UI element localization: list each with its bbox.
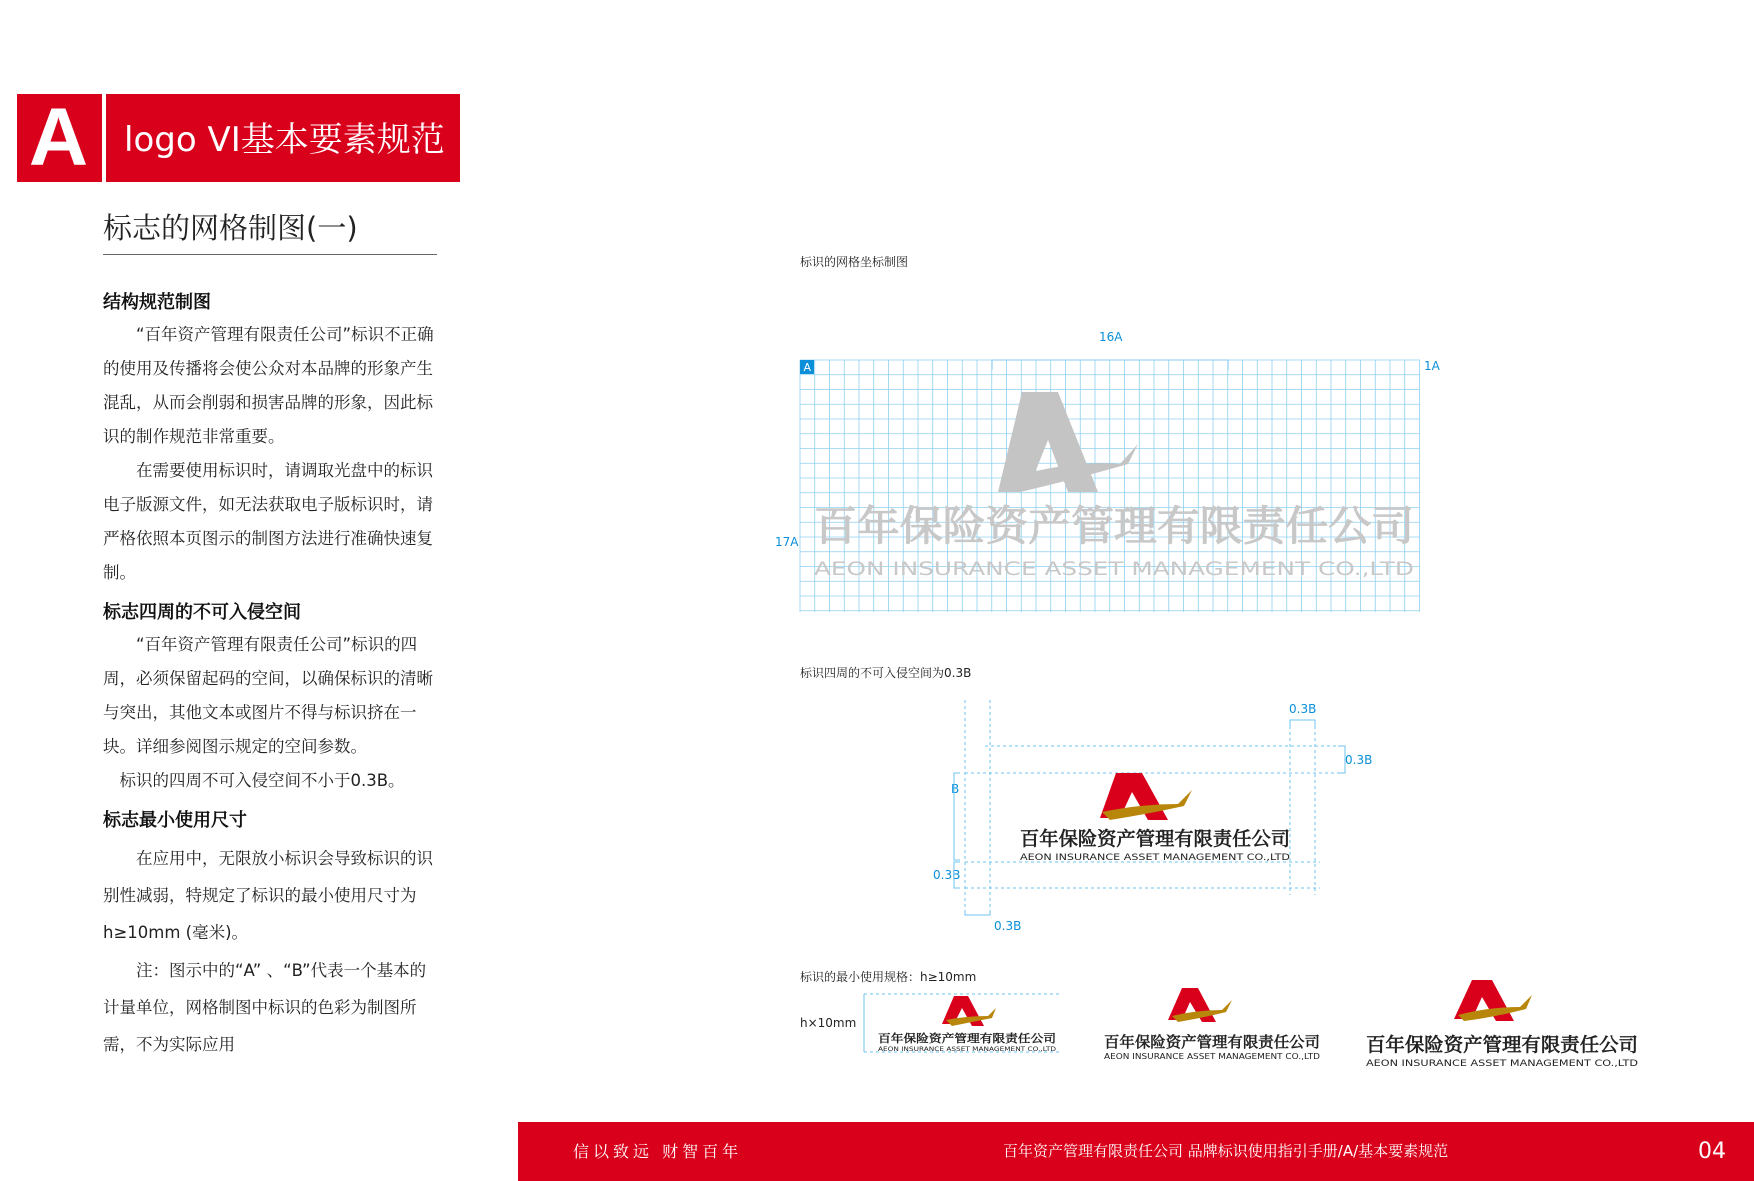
clearspace-bottom-label: 0.3B bbox=[994, 919, 1022, 933]
red-logo-mark bbox=[1100, 773, 1192, 820]
logo-medium-cn: 百年保险资产管理有限责任公司 bbox=[1104, 1033, 1320, 1051]
title-divider bbox=[103, 254, 437, 255]
footer-slogan: 信以致远 财智百年 bbox=[573, 1142, 743, 1161]
logo-cn: 百年保险资产管理有限责任公司 bbox=[1020, 828, 1287, 850]
minsize-h-label: h×10mm bbox=[800, 1016, 857, 1030]
logo-en: AEON INSURANCE ASSET MANAGEMENT CO.,LTD bbox=[1020, 853, 1291, 863]
clearspace-b-label: B bbox=[951, 782, 960, 796]
gray-logo-mark bbox=[998, 392, 1138, 492]
section-heading-structure: 结构规范制图 bbox=[103, 292, 211, 313]
page-number: 04 bbox=[1698, 1139, 1726, 1164]
logo-small-en: AEON INSURANCE ASSET MANAGEMENT CO.,LTD bbox=[878, 1046, 1057, 1053]
footer-meta: 百年资产管理有限责任公司 品牌标识使用指引手册/A/基本要素规范 bbox=[1003, 1142, 1449, 1160]
paragraph: “百年资产管理有限责任公司”标识不正确的使用及传播将会使公众对本品牌的形象产生混乱，从而会削弱和损害品牌的形象，因此标识的制作规范非常重要。 bbox=[103, 325, 434, 446]
gray-logo-cn: 百年保险资产管理有限责任公司 bbox=[814, 502, 1414, 550]
minsize-caption: 标识的最小使用规格：h≥10mm bbox=[800, 970, 977, 984]
logo-large bbox=[1360, 975, 1650, 1075]
clearspace-caption: 标识四周的不可入侵空间为0.3B bbox=[800, 666, 972, 680]
unit-cell-label: A bbox=[803, 361, 812, 374]
grid-caption: 标识的网格坐标制图 bbox=[800, 255, 909, 269]
logo-small-cn: 百年保险资产管理有限责任公司 bbox=[878, 1032, 1032, 1045]
section-heading-clearspace: 标志四周的不可入侵空间 bbox=[103, 602, 301, 623]
page-title: 标志的网格制图(一) bbox=[103, 211, 358, 245]
logo-small-mark bbox=[942, 996, 996, 1026]
logo-large-en: AEON INSURANCE ASSET MANAGEMENT CO.,LTD bbox=[1366, 1059, 1639, 1069]
logo-medium-en: AEON INSURANCE ASSET MANAGEMENT CO.,LTD bbox=[1104, 1052, 1321, 1061]
logo-large-mark bbox=[1454, 980, 1532, 1021]
gray-logo-en: AEON INSURANCE ASSET MANAGEMENT CO.,LTD bbox=[814, 558, 1414, 580]
paragraph: 在需要使用标识时，请调取光盘中的标识电子版源文件，如无法获取电子版标识时，请严格依照本页图示的制图方法进行准确快速复制。 bbox=[103, 461, 433, 582]
logo-large-cn: 百年保险资产管理有限责任公司 bbox=[1366, 1034, 1633, 1056]
width-label: 16A bbox=[1099, 330, 1123, 344]
section-header bbox=[17, 94, 460, 182]
clearspace-top-label: 0.3B bbox=[1289, 702, 1317, 716]
clearspace-diagram bbox=[920, 700, 1350, 930]
header-divider bbox=[102, 94, 106, 182]
section-heading-minsize: 标志最小使用尺寸 bbox=[103, 810, 247, 831]
section-letter: A bbox=[28, 92, 89, 183]
logo-medium-mark bbox=[1168, 988, 1232, 1022]
grid-diagram bbox=[780, 340, 1460, 630]
paragraph: 在应用中，无限放小标识会导致标识的识别性减弱，特规定了标识的最小使用尺寸为h≥10mm (毫米)。 bbox=[103, 849, 433, 942]
footer-bar bbox=[518, 1122, 1754, 1181]
paragraph: 注：图示中的“A” 、“B”代表一个基本的计量单位，网格制图中标识的色彩为制图所需，不为实际应用 bbox=[103, 961, 427, 1054]
height-label: 17A bbox=[775, 535, 799, 549]
paragraph: 标识的四周不可入侵空间不小于0.3B。 bbox=[119, 771, 405, 790]
section-title: logo VI基本要素规范 bbox=[124, 120, 445, 160]
clearspace-left-label: 0.3B bbox=[933, 868, 961, 882]
paragraph: “百年资产管理有限责任公司”标识的四周，必须保留起码的空间，以确保标识的清晰与突出，其他文本或图片不得与标识挤在一块。详细参阅图示规定的空间参数。 bbox=[103, 635, 433, 756]
cell-label: 1A bbox=[1424, 359, 1440, 373]
clearspace-right-label: 0.3B bbox=[1345, 753, 1373, 767]
